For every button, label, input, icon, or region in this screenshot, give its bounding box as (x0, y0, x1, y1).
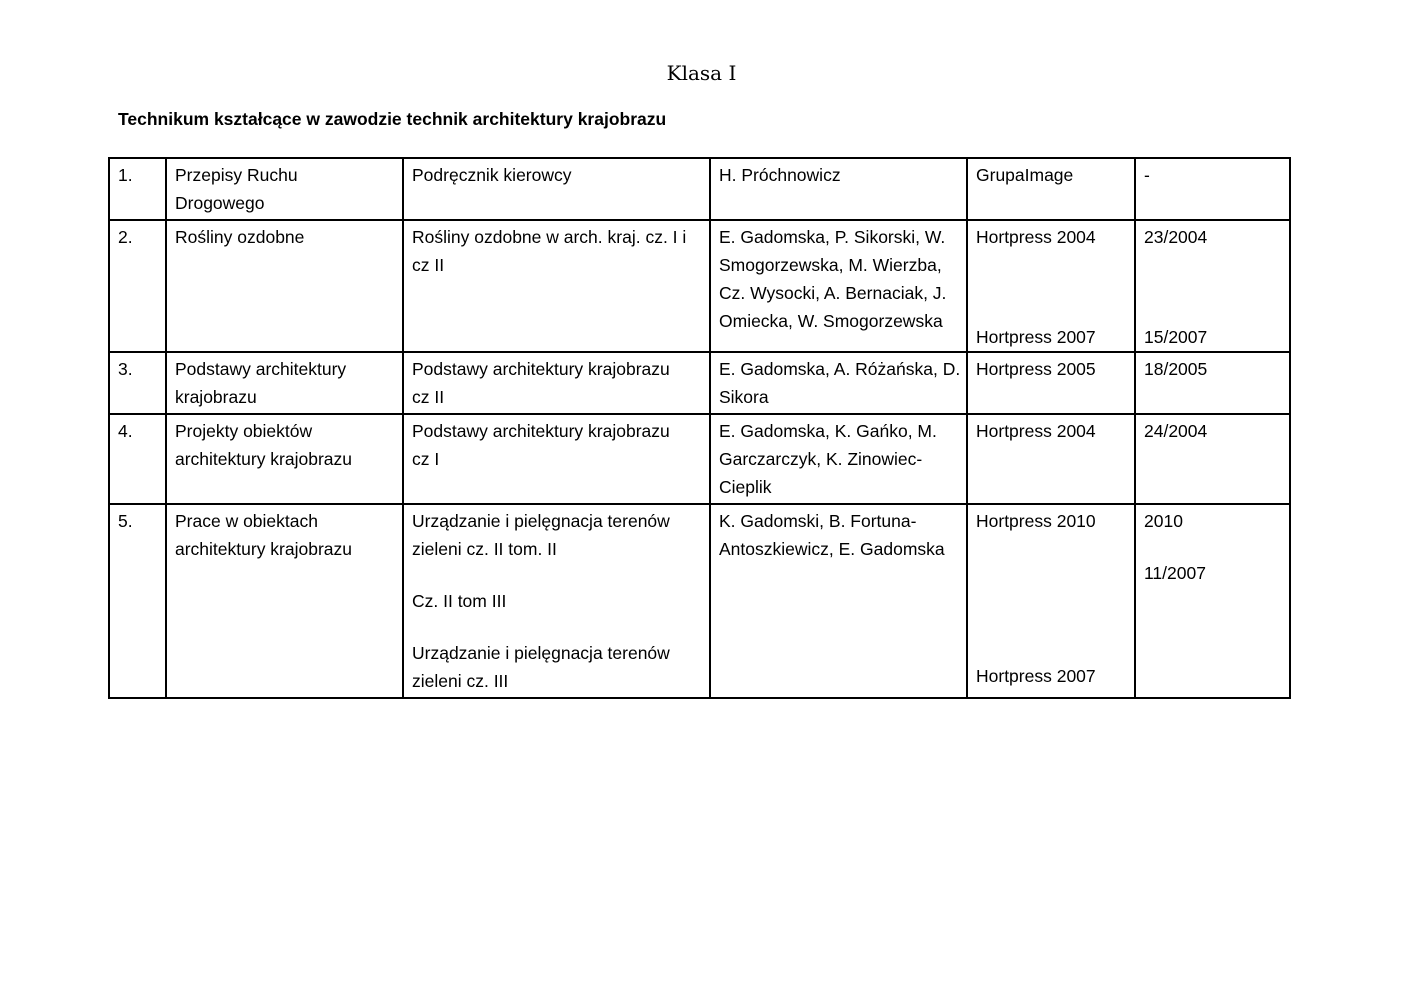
authors-cell: E. Gadomska, K. Gańko, M. Garczarczyk, K. Zinowiec- Cieplik (710, 414, 967, 504)
textbook-cell: Podręcznik kierowcy (403, 158, 710, 220)
subject-cell: Prace w obiektach architektury krajobrazu (166, 504, 403, 698)
table-row (109, 352, 1290, 414)
row-number: 2. (109, 220, 166, 352)
table-row (109, 158, 1290, 220)
publisher-cell: Hortpress 2010 Hortpress 2007 (967, 504, 1135, 698)
approval-number-cell: 2010 11/2007 (1135, 504, 1290, 698)
approval-number-cell: 18/2005 (1135, 352, 1290, 414)
table-row (109, 414, 1290, 504)
textbook-cell: Urządzanie i pielęgnacja terenów zieleni cz. II tom. II Cz. II tom III Urządzanie i pielęgnacja terenów zieleni cz. III (403, 504, 710, 698)
page-title: Klasa I (666, 61, 737, 85)
textbook-cell: Podstawy architektury krajobrazu cz I (403, 414, 710, 504)
authors-cell: H. Próchnowicz (710, 158, 967, 220)
publisher-cell: Hortpress 2004 Hortpress 2007 (967, 220, 1135, 352)
authors-cell: E. Gadomska, P. Sikorski, W. Smogorzewska, M. Wierzba, Cz. Wysocki, A. Bernaciak, J. Omiecka, W. Smogorzewska (710, 220, 967, 352)
subject-cell: Rośliny ozdobne (166, 220, 403, 352)
publisher-cell: Hortpress 2004 (967, 414, 1135, 504)
table-row (109, 220, 1290, 352)
approval-number-cell: 23/2004 15/2007 (1135, 220, 1290, 352)
textbook-cell: Podstawy architektury krajobrazu cz II (403, 352, 710, 414)
row-number: 5. (109, 504, 166, 698)
row-number: 1. (109, 158, 166, 220)
table-row (109, 504, 1290, 698)
authors-cell: K. Gadomski, B. Fortuna- Antoszkiewicz, E. Gadomska (710, 504, 967, 698)
authors-cell: E. Gadomska, A. Różańska, D. Sikora (710, 352, 967, 414)
publisher-cell: GrupaImage (967, 158, 1135, 220)
approval-number-cell: - (1135, 158, 1290, 220)
approval-number-cell: 24/2004 (1135, 414, 1290, 504)
publisher-cell: Hortpress 2005 (967, 352, 1135, 414)
subject-cell: Projekty obiektów architektury krajobrazu (166, 414, 403, 504)
textbook-cell: Rośliny ozdobne w arch. kraj. cz. I i cz II (403, 220, 710, 352)
section-heading: Technikum kształcące w zawodzie technik architektury krajobrazu (118, 109, 667, 129)
row-number: 3. (109, 352, 166, 414)
textbook-table (108, 157, 1291, 699)
row-number: 4. (109, 414, 166, 504)
subject-cell: Przepisy Ruchu Drogowego (166, 158, 403, 220)
subject-cell: Podstawy architektury krajobrazu (166, 352, 403, 414)
